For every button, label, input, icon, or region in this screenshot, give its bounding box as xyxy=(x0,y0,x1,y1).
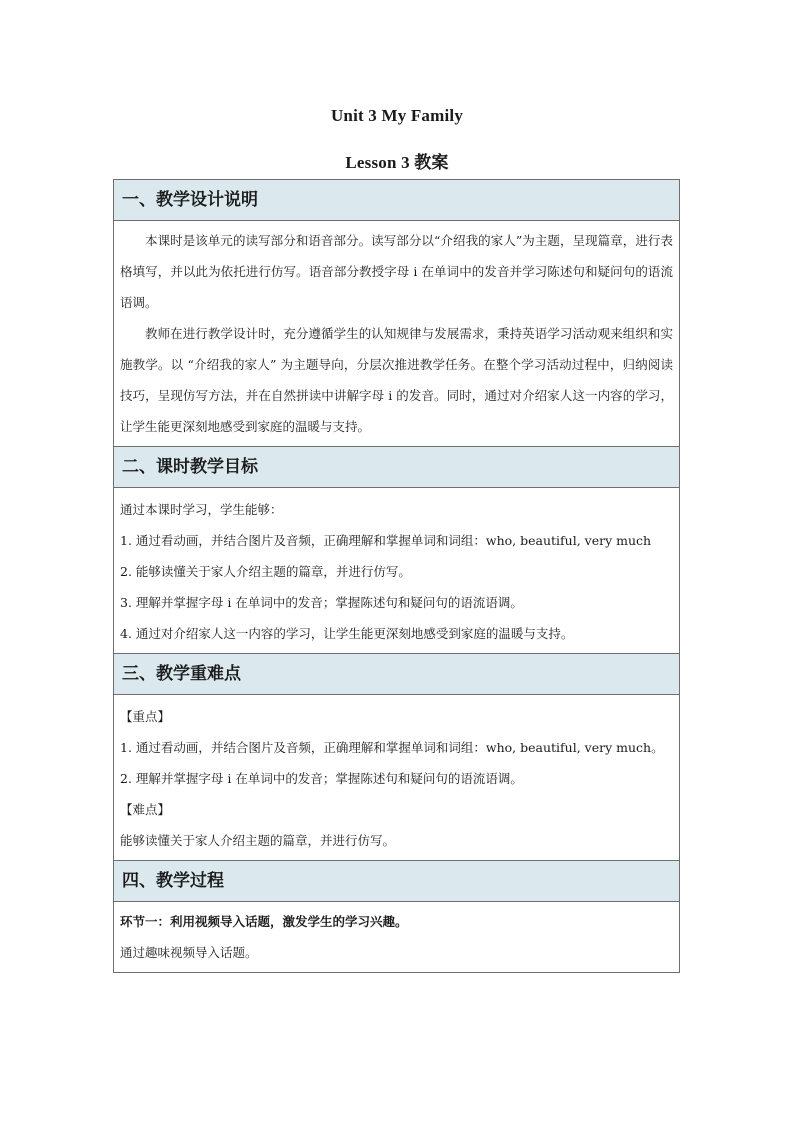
section-body-design-notes xyxy=(114,221,680,447)
objective-item: 2. 能够读懂关于家人介绍主题的篇章，并进行仿写。 xyxy=(120,564,411,579)
section-heading-process: 四、教学过程 xyxy=(114,861,680,902)
document-title: Unit 3 My Family xyxy=(330,106,464,125)
design-notes-paragraph: 教师在进行教学设计时，充分遵循学生的认知规律与发展需求，秉持英语学习活动观来组织和实施教学。以 “介绍我的家人” 为主题导向，分层次推进教学任务。在整个学习活动过程中，归纳阅读技巧，呈现仿写方法，并在自然拼读中讲解字母 i 的发音。同时，通过对介绍家人这一内容的学习，让学生能更深刻地感受到家庭的温暖与支持。 xyxy=(120,326,673,434)
difficult-point-item: 能够读懂关于家人介绍主题的篇章，并进行仿写。 xyxy=(120,833,396,848)
section-body-process xyxy=(114,902,680,973)
objective-item: 3. 理解并掌握字母 i 在单词中的发音；掌握陈述句和疑问句的语流语调。 xyxy=(120,595,523,610)
section-body-key-points xyxy=(114,695,680,861)
section-body-objectives xyxy=(114,488,680,654)
design-notes-paragraph: 本课时是该单元的读写部分和语音部分。读写部分以“介绍我的家人”为主题，呈现篇章，进行表格填写，并以此为依托进行仿写。语音部分教授字母 i 在单词中的发音并学习陈述句和疑问句的语流语调。 xyxy=(120,233,673,310)
objective-item: 1. 通过看动画，并结合图片及音频，正确理解和掌握单词和词组：who, beautiful, very much xyxy=(120,533,652,548)
lesson-plan-table xyxy=(113,179,680,973)
key-point-item: 1. 通过看动画，并结合图片及音频，正确理解和掌握单词和词组：who, beautiful, very much。 xyxy=(120,740,664,755)
difficult-points-label: 【难点】 xyxy=(120,802,171,817)
process-step-text: 通过趣味视频导入话题。 xyxy=(120,945,258,960)
section-heading-design-notes: 一、教学设计说明 xyxy=(114,180,680,221)
key-point-item: 2. 理解并掌握字母 i 在单词中的发音；掌握陈述句和疑问句的语流语调。 xyxy=(120,771,523,786)
lesson-title: Lesson 3 教案 xyxy=(345,153,449,172)
section-heading-objectives: 二、课时教学目标 xyxy=(114,447,680,488)
objectives-intro: 通过本课时学习，学生能够： xyxy=(120,502,283,517)
key-points-label: 【重点】 xyxy=(120,709,171,724)
objective-item: 4. 通过对介绍家人这一内容的学习，让学生能更深刻地感受到家庭的温暖与支持。 xyxy=(120,626,574,641)
section-heading-key-points: 三、教学重难点 xyxy=(114,654,680,695)
process-step-title: 环节一：利用视频导入话题，激发学生的学习兴趣。 xyxy=(120,914,408,929)
